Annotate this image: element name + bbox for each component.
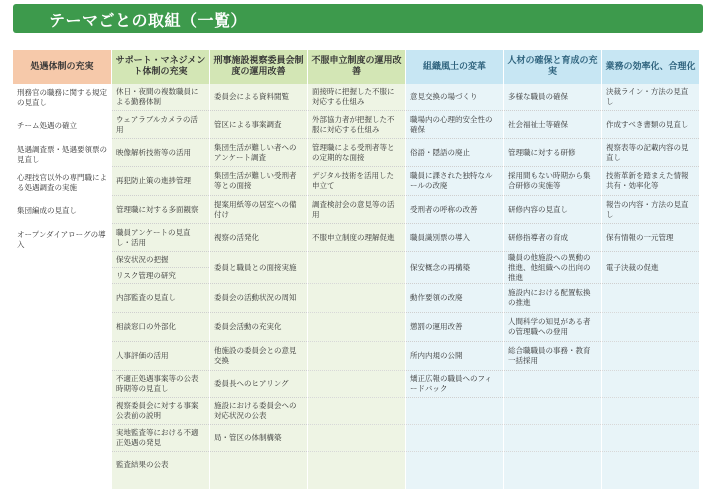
initiative-item: [406, 139, 503, 167]
initiative-item: [504, 111, 601, 139]
initiative-text: チーム処遇の確立: [17, 121, 77, 130]
initiative-text: 採用間もない時期から集合研修の実施等: [508, 171, 591, 190]
initiative-text: 作成すべき書類の見直し: [606, 119, 689, 129]
theme-column: [308, 50, 405, 489]
column-header: [308, 50, 405, 84]
column-header-label: 刑事施設視察委員会制度の運用改善: [213, 56, 304, 77]
column-header: [210, 50, 307, 84]
initiative-item: [112, 284, 209, 313]
initiative-item: [210, 139, 307, 167]
initiative-item: [13, 112, 111, 140]
initiative-text: 管理職による受刑者等との定期的な面接: [312, 142, 395, 162]
initiative-item: [210, 167, 307, 196]
initiative-text: 局・管区の体制構築: [214, 433, 282, 442]
initiative-item: [602, 196, 699, 224]
initiative-text: 処遇調査票・処遇要領票の見直し: [17, 144, 107, 164]
initiative-text: 委員と職員との面接実施: [214, 262, 297, 272]
column-body: [210, 84, 307, 489]
initiative-text: 委員会活動の充実化: [214, 322, 282, 331]
theme-column: [13, 50, 111, 489]
initiative-item: [406, 313, 503, 342]
initiative-text: 集団生活が難しい者へのアンケート調査: [214, 142, 297, 162]
column-header-label: 組織風土の変革: [422, 61, 486, 72]
initiative-text: 俗語・隠語の廃止: [410, 147, 470, 157]
initiative-item: [504, 342, 601, 371]
initiative-item: [504, 398, 601, 425]
initiative-item: [210, 371, 307, 398]
column-body: [406, 84, 503, 489]
initiative-item: [13, 197, 111, 225]
initiative-item: [602, 398, 699, 425]
column-header-label: 不服申立制度の運用改善: [311, 56, 402, 77]
initiative-item: [308, 252, 405, 284]
column-header-label: 処遇体制の充実: [30, 61, 94, 72]
initiative-item: [406, 252, 503, 284]
column-body: [112, 84, 209, 489]
initiative-item: [308, 398, 405, 425]
column-header-label: 人材の確保と育成の充実: [507, 56, 598, 77]
initiative-text: 研修内容の見直し: [508, 204, 568, 214]
initiative-text: 人事評価の活用: [116, 351, 169, 360]
initiative-text: 提案用紙等の居室への備付け: [214, 199, 297, 219]
column-header: [13, 50, 111, 84]
initiative-text: オープンダイアローグの導入: [17, 229, 106, 249]
initiative-item: [602, 342, 699, 371]
initiative-text: 管区による事案調査: [214, 119, 282, 129]
theme-column: [504, 50, 601, 489]
column-body: [13, 84, 111, 489]
initiative-text: 施設内における配置転換の推進: [508, 288, 591, 307]
initiative-text: 視察の活発化: [214, 232, 259, 242]
initiative-text: 受刑者の呼称の改善: [410, 204, 478, 214]
initiative-item: [406, 452, 503, 478]
initiative-item: [112, 398, 209, 425]
initiative-text: 報告の内容・方法の見直し: [606, 199, 689, 219]
initiative-item: [504, 167, 601, 196]
initiative-item: [112, 252, 209, 268]
initiative-text: 人間科学の知見がある者の管理職への登用: [508, 317, 591, 336]
initiative-item: [504, 284, 601, 313]
initiative-item: [406, 425, 503, 452]
initiative-item: [308, 342, 405, 371]
initiative-item: [112, 196, 209, 224]
initiative-text: 集団生活が難しい受刑者等との面接: [214, 171, 297, 190]
initiative-item: [504, 452, 601, 478]
theme-column: [602, 50, 699, 489]
initiative-item: [602, 224, 699, 252]
initiative-item: [210, 252, 307, 284]
initiative-item: [602, 284, 699, 313]
initiative-text: ウェアラブルカメラの活用: [116, 114, 198, 134]
initiative-item: [602, 167, 699, 196]
page-title: テーマごとの取組（一覧）: [49, 11, 248, 30]
initiative-item: [406, 196, 503, 224]
initiative-item: [112, 452, 209, 478]
initiative-item: [504, 224, 601, 252]
initiative-text: 映像解析技術等の活用: [116, 147, 191, 157]
initiative-item: [210, 84, 307, 111]
initiative-text: 職員アンケートの見直し・活用: [116, 227, 191, 247]
initiative-text: 職員の他施設への異動の推進、他組織への出向の推進: [508, 252, 591, 282]
initiative-item: [308, 84, 405, 111]
column-body: [602, 84, 699, 489]
initiative-item: [308, 196, 405, 224]
initiative-text: 職員識別票の導入: [410, 232, 470, 242]
initiative-item: [112, 139, 209, 167]
initiative-text: 職員に課された独特なルールの改廃: [410, 171, 493, 190]
initiative-item: [602, 452, 699, 478]
initiative-text: 研修指導者の育成: [508, 232, 568, 242]
initiative-item: [602, 371, 699, 398]
initiative-item: [504, 313, 601, 342]
initiative-item: [210, 313, 307, 342]
initiative-item: [308, 111, 405, 139]
initiative-item: [406, 224, 503, 252]
initiative-text: 電子決裁の促進: [606, 262, 659, 272]
initiative-text: 社会福祉士等確保: [508, 119, 568, 129]
initiative-item: [406, 84, 503, 111]
initiative-text: 多様な職員の確保: [508, 92, 568, 101]
initiative-text: 他施設の委員会との意見交換: [214, 346, 297, 365]
initiative-item: [210, 224, 307, 252]
initiative-text: 心理技官以外の専門職による処遇調査の実施: [17, 173, 107, 192]
initiative-text: 視察委員会に対する事案公表前の説明: [116, 401, 199, 420]
initiative-item: [308, 313, 405, 342]
initiative-item: [406, 371, 503, 398]
initiative-item: [504, 425, 601, 452]
initiative-text: 保有情報の一元管理: [606, 232, 674, 242]
initiative-item: [308, 452, 405, 478]
theme-column: [112, 50, 209, 489]
initiative-item: [210, 452, 307, 478]
initiative-item: [406, 111, 503, 139]
initiative-text: 調査検討会の意見等の活用: [312, 199, 395, 219]
initiative-item: [210, 196, 307, 224]
initiative-item: [308, 224, 405, 252]
initiative-text: 休日・夜間の複数職員による勤務体制: [116, 87, 199, 106]
initiative-item: [504, 139, 601, 167]
initiative-text: 委員会による資料閲覧: [214, 92, 289, 101]
initiative-text: 面接時に把握した不服に対応する仕組み: [312, 87, 395, 106]
initiative-text: 所内内規の公開: [410, 351, 463, 360]
initiative-item: [112, 224, 209, 252]
theme-column: [210, 50, 307, 489]
column-body: [504, 84, 601, 489]
initiative-item: [112, 313, 209, 342]
initiative-item: [308, 139, 405, 167]
initiative-item: [210, 342, 307, 371]
initiative-text: 保安概念の再構築: [410, 262, 470, 272]
initiative-item: [406, 167, 503, 196]
initiative-text: 矯正広報の職員へのフィードバック: [410, 374, 492, 393]
initiative-item: [602, 111, 699, 139]
initiative-text: 実地監査等における不適正処遇の発見: [116, 428, 199, 447]
initiative-text: 再犯防止策の進捗管理: [116, 176, 191, 185]
column-header: [112, 50, 209, 84]
initiative-item: [504, 196, 601, 224]
initiative-text: リスク管理の研究: [116, 270, 176, 280]
initiative-item: [308, 425, 405, 452]
themes-table: [13, 50, 703, 489]
initiative-item: [504, 84, 601, 111]
initiative-item: [602, 84, 699, 111]
initiative-item: [406, 284, 503, 313]
initiative-item: [210, 284, 307, 313]
initiative-item: [504, 252, 601, 284]
initiative-item: [13, 225, 111, 254]
column-body: [308, 84, 405, 489]
initiative-text: 管理職に対する研修: [508, 147, 576, 157]
initiative-item: [308, 284, 405, 313]
initiative-text: 技術革新を踏まえた情報共有・効率化等: [606, 171, 689, 190]
initiative-text: 内部監査の見直し: [116, 293, 176, 302]
initiative-item: [308, 371, 405, 398]
initiative-text: 視察表等の記載内容の見直し: [606, 142, 689, 162]
initiative-text: 集団編成の見直し: [17, 206, 77, 215]
initiative-item: [602, 425, 699, 452]
initiative-item: [602, 252, 699, 284]
initiative-item: [112, 342, 209, 371]
initiative-item: [112, 167, 209, 196]
initiative-text: 外部協力者が把握した不服に対応する仕組み: [312, 114, 395, 134]
initiative-text: 刑務官の職務に関する規定の見直し: [17, 88, 107, 107]
initiative-item: [13, 169, 111, 197]
theme-column: [406, 50, 503, 489]
initiative-text: 動作要領の改廃: [410, 293, 463, 302]
initiative-item: [308, 167, 405, 196]
initiative-text: 不適正処遇事案等の公表時期等の見直し: [116, 374, 199, 393]
initiative-text: 決裁ライン・方法の見直し: [606, 87, 689, 106]
column-header-label: サポート・マネジメント体制の充実: [115, 56, 206, 77]
initiative-text: 職場内の心理的安全性の確保: [410, 114, 493, 134]
initiative-text: 監査結果の公表: [116, 460, 169, 469]
initiative-item: [112, 425, 209, 452]
initiative-text: 施設における委員会への対応状況の公表: [214, 401, 297, 420]
initiative-item: [210, 111, 307, 139]
initiative-item: [210, 425, 307, 452]
initiative-item: [112, 84, 209, 111]
initiative-text: 委員会の活動状況の周知: [214, 293, 297, 302]
initiative-text: 総合職職員の事務・教育一括採用: [508, 346, 591, 365]
initiative-item: [504, 371, 601, 398]
initiative-text: 意見交換の場づくり: [410, 92, 478, 101]
initiative-text: デジタル技術を活用した申立て: [312, 171, 395, 190]
initiative-item: [112, 268, 209, 284]
initiative-item: [13, 140, 111, 169]
initiative-item: [13, 84, 111, 112]
initiative-item: [602, 139, 699, 167]
initiative-item: [112, 111, 209, 139]
column-header-label: 業務の効率化、合理化: [605, 61, 696, 72]
column-header: [406, 50, 503, 84]
column-header: [602, 50, 699, 84]
initiative-item: [602, 313, 699, 342]
initiative-text: 相談窓口の外部化: [116, 322, 176, 331]
initiative-text: 委員長へのヒアリング: [214, 379, 289, 388]
initiative-text: 懲罰の運用改善: [410, 322, 463, 331]
initiative-item: [406, 398, 503, 425]
initiative-text: 不服申立制度の理解促進: [312, 232, 395, 242]
initiative-item: [112, 371, 209, 398]
initiative-item: [406, 342, 503, 371]
column-header: [504, 50, 601, 84]
initiative-text: 保安状況の把握: [116, 254, 169, 264]
title-bar: [13, 4, 703, 33]
initiative-text: 管理職に対する多面観察: [116, 204, 199, 214]
initiative-item: [210, 398, 307, 425]
